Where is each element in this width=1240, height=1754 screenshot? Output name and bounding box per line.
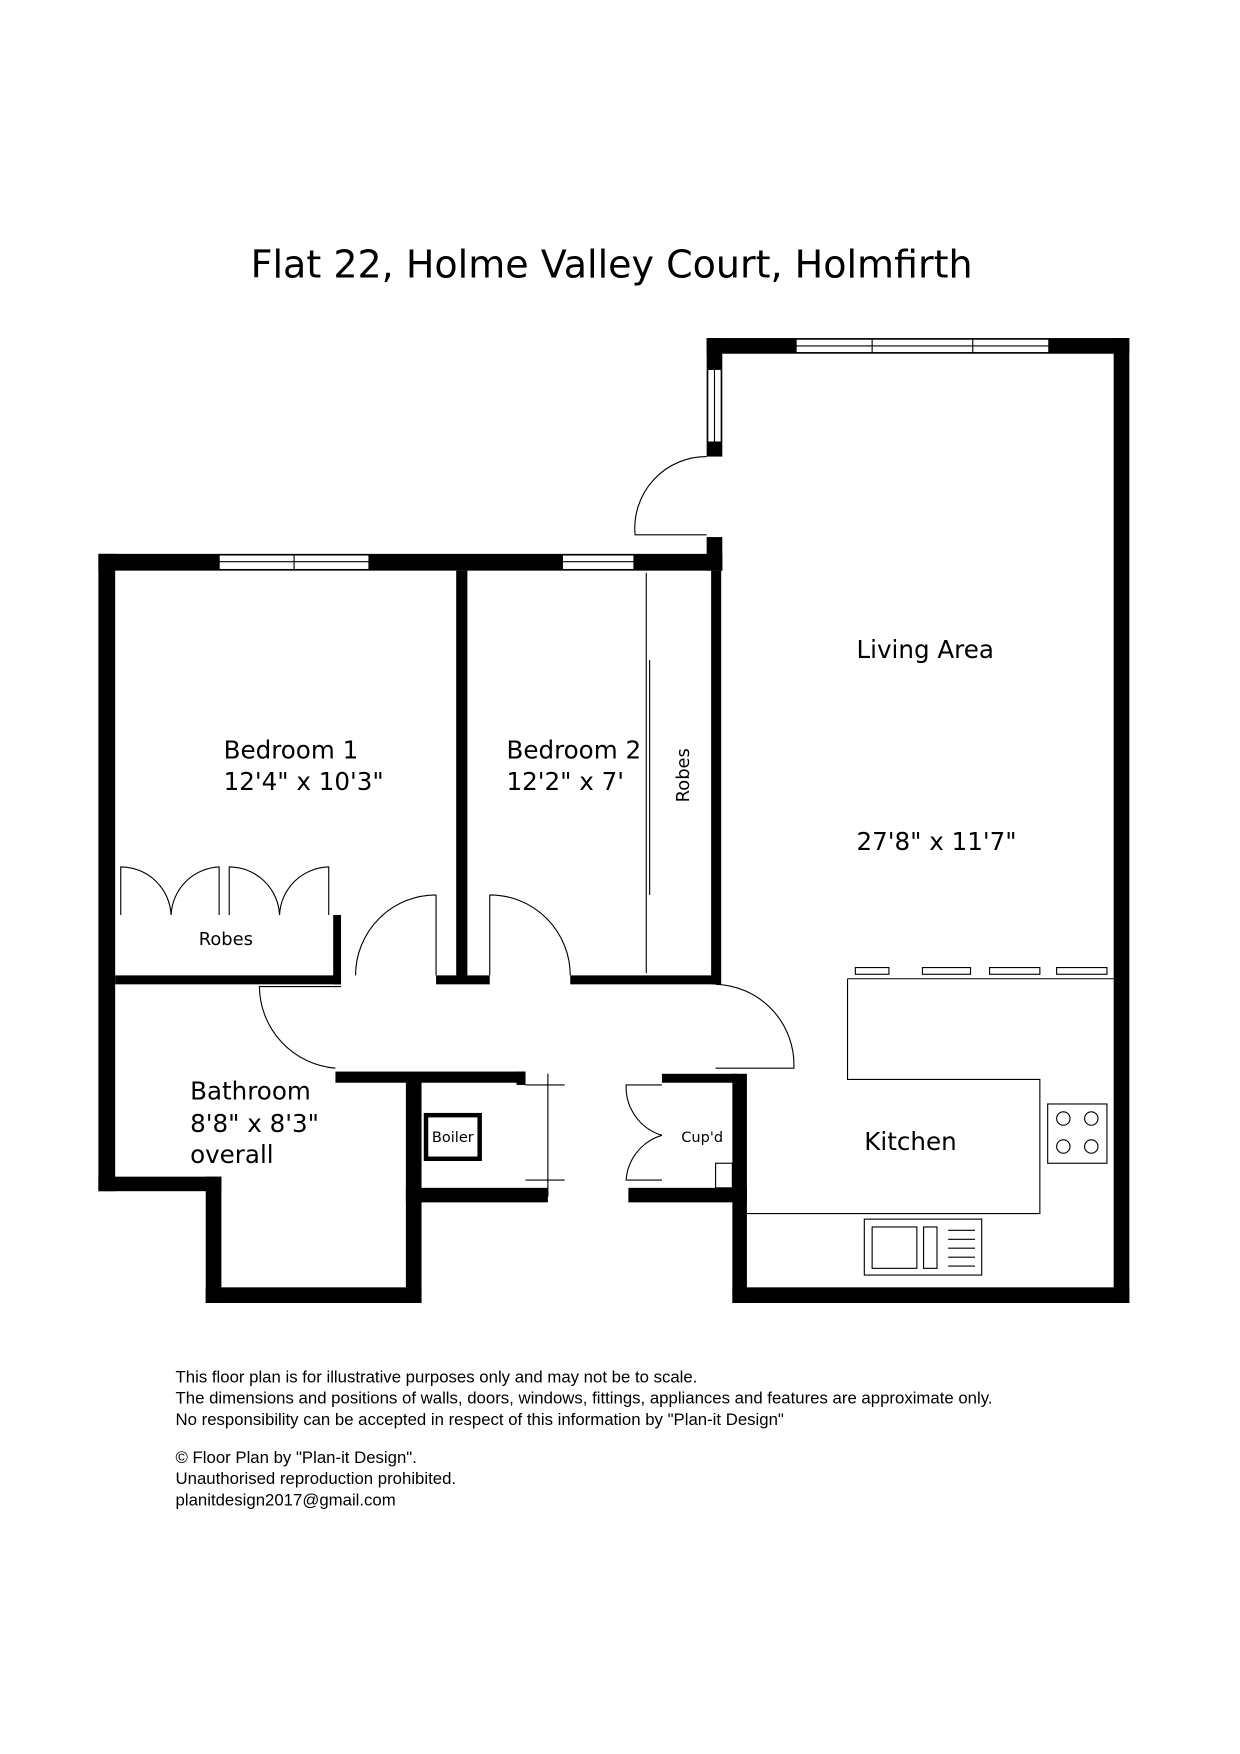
credit-email: planitdesign2017@gmail.com [175,1490,396,1510]
credit-line: © Floor Plan by "Plan-it Design". [175,1447,417,1467]
bedroom1-label: Bedroom 1 [223,735,359,765]
boiler-label: Boiler [431,1129,474,1146]
hob-icon [1048,1104,1107,1163]
disclaimer-line: This floor plan is for illustrative purposes only and may not be to scale. [175,1367,698,1387]
room-labels [190,635,1017,1169]
credit-line: Unauthorised reproduction prohibited. [175,1469,457,1489]
bedroom2-dims: 12'2" x 7' [506,766,625,796]
disclaimer-line: No responsibility can be accepted in respect of this information by "Plan-it Design" [175,1409,784,1429]
disclaimer [176,1367,993,1509]
disclaimer-line: The dimensions and positions of walls, doors, windows, fittings, appliances and features are approximate only. [175,1388,993,1408]
bedroom2-label: Bedroom 2 [506,735,642,765]
bedroom2-robes-label: Robes [672,748,694,803]
kitchen-label: Kitchen [864,1126,957,1156]
bathroom-dims: 8'8" x 8'3" [190,1108,319,1138]
bathroom-note: overall [190,1140,274,1170]
bedroom1-robes-label: Robes [198,929,253,951]
living-area-dims: 27'8" x 11'7" [856,827,1017,857]
cupboard-label: Cup'd [681,1129,724,1146]
bathroom-label: Bathroom [190,1076,311,1106]
living-area-label: Living Area [856,634,994,664]
bedroom1-dims: 12'4" x 10'3" [223,766,384,796]
kitchen-fittings [424,979,1114,1275]
plan-title: Flat 22, Holme Valley Court, Holmfirth [250,242,973,287]
